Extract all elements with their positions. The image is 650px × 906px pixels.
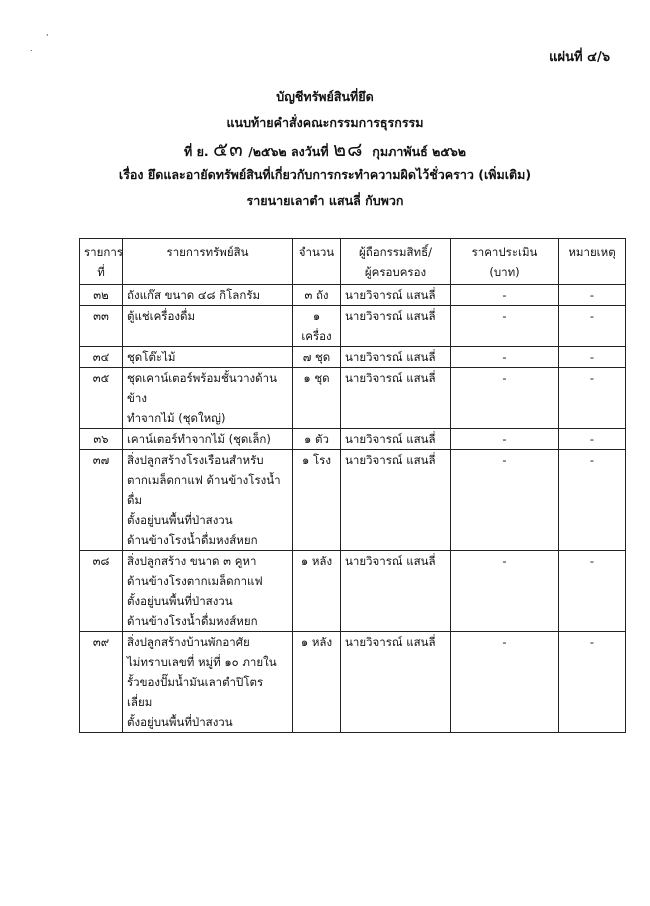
row-item-description: ตู้แช่เครื่องดื่ม	[123, 306, 293, 347]
asset-table	[79, 238, 626, 733]
row-quantity: ๑ โรง	[293, 450, 341, 551]
row-number: ๓๖	[80, 429, 123, 450]
document-subject: เรื่อง ยึดและอายัดทรัพย์สินที่เกี่ยวกับการกระทำความผิดไว้ชั่วคราว (เพิ่มเติม)	[118, 167, 532, 182]
row-number: ๓๙	[80, 632, 123, 733]
row-number: ๓๒	[80, 285, 123, 306]
header-appraised-price: ราคาประเมิน (บาท)	[451, 239, 559, 285]
scan-speck: ,	[46, 28, 49, 37]
row-appraised-price: -	[451, 450, 559, 551]
row-owner: นายวิจารณ์ แสนลี่	[341, 306, 451, 347]
row-owner: นายวิจารณ์ แสนลี่	[341, 285, 451, 306]
row-item-description: สิ่งปลูกสร้าง ขนาด ๓ คูหา ด้านข้างโรงตากเมล็ดกาแฟ ตั้งอยู่บนพื้นที่ป่าสงวน ด้านข้างโรงน้ำดื่มหงส์หยก	[123, 551, 293, 632]
document-subtitle: แนบท้ายคำสั่งคณะกรรมการธุรกรรม	[226, 115, 424, 130]
row-quantity: ๑ ตัว	[293, 429, 341, 450]
order-year: /๒๕๖๒	[248, 144, 287, 159]
row-owner: นายวิจารณ์ แสนลี่	[341, 551, 451, 632]
row-owner: นายวิจารณ์ แสนลี่	[341, 632, 451, 733]
row-appraised-price: -	[451, 306, 559, 347]
date-label: ลงวันที่	[291, 144, 329, 159]
row-item-description: สิ่งปลูกสร้างโรงเรือนสำหรับ ตากเมล็ดกาแฟ ด้านข้างโรงน้ำดื่ม ตั้งอยู่บนพื้นที่ป่าสงวน ด้านข้างโรงน้ำดื่มหงส์หยก	[123, 450, 293, 551]
header-quantity: จำนวน	[293, 239, 341, 285]
page-number: แผ่นที่ ๔/๖	[549, 50, 610, 65]
row-owner: นายวิจารณ์ แสนลี่	[341, 429, 451, 450]
row-appraised-price: -	[451, 429, 559, 450]
date-day: ๒๘	[332, 137, 364, 161]
row-owner: นายวิจารณ์ แสนลี่	[341, 347, 451, 368]
row-number: ๓๔	[80, 347, 123, 368]
row-item-description: ชุดโต๊ะไม้	[123, 347, 293, 368]
row-remarks: -	[559, 368, 626, 429]
row-quantity: ๗ ชุด	[293, 347, 341, 368]
row-number: ๓๕	[80, 368, 123, 429]
case-name: รายนายเลาตำ แสนลี่ กับพวก	[246, 193, 404, 208]
row-appraised-price: -	[451, 632, 559, 733]
row-item-description: เคาน์เตอร์ทำจากไม้ (ชุดเล็ก)	[123, 429, 293, 450]
row-quantity: ๑ หลัง	[293, 632, 341, 733]
row-item-description: ถังแก๊ส ขนาด ๔๘ กิโลกรัม	[123, 285, 293, 306]
row-owner: นายวิจารณ์ แสนลี่	[341, 368, 451, 429]
row-appraised-price: -	[451, 368, 559, 429]
row-item-description: ชุดเคาน์เตอร์พร้อมชั้นวางด้านข้าง ทำจากไม้ (ชุดใหญ่)	[123, 368, 293, 429]
row-remarks: -	[559, 306, 626, 347]
order-number: ๕๓	[213, 137, 244, 161]
row-item-description: สิ่งปลูกสร้างบ้านพักอาศัย ไม่ทราบเลขที่ หมู่ที่ ๑๐ ภายใน รั้วของปั๊มน้ำมันเลาตำปิโตรเลี่ยม ตั้งอยู่บนพื้นที่ป่าสงวน	[123, 632, 293, 733]
row-remarks: -	[559, 450, 626, 551]
table-row	[80, 429, 626, 450]
row-appraised-price: -	[451, 347, 559, 368]
order-prefix: ที่ ย.	[183, 144, 209, 159]
row-appraised-price: -	[451, 285, 559, 306]
row-remarks: -	[559, 551, 626, 632]
table-row	[80, 347, 626, 368]
table-header-row	[80, 239, 626, 285]
date-month-year: กุมภาพันธ์ ๒๕๖๒	[372, 144, 466, 159]
row-number: ๓๘	[80, 551, 123, 632]
header-remarks: หมายเหตุ	[559, 239, 626, 285]
row-remarks: -	[559, 632, 626, 733]
header-item-description: รายการทรัพย์สิน	[123, 239, 293, 285]
row-quantity: ๑ ชุด	[293, 368, 341, 429]
table-row	[80, 450, 626, 551]
table-row	[80, 368, 626, 429]
row-owner: นายวิจารณ์ แสนลี่	[341, 450, 451, 551]
table-row	[80, 285, 626, 306]
row-quantity: ๑ เครื่อง	[293, 306, 341, 347]
row-number: ๓๓	[80, 306, 123, 347]
table-row	[80, 306, 626, 347]
row-remarks: -	[559, 429, 626, 450]
row-number: ๓๗	[80, 450, 123, 551]
scan-speck: .	[30, 44, 33, 53]
row-remarks: -	[559, 285, 626, 306]
row-quantity: ๓ ถัง	[293, 285, 341, 306]
row-appraised-price: -	[451, 551, 559, 632]
row-remarks: -	[559, 347, 626, 368]
row-quantity: ๑ หลัง	[293, 551, 341, 632]
document-title: บัญชีทรัพย์สินที่ยึด	[276, 89, 374, 104]
table-row	[80, 632, 626, 733]
header-owner: ผู้ถือกรรมสิทธิ์/ ผู้ครอบครอง	[341, 239, 451, 285]
order-line	[0, 133, 650, 165]
table-row	[80, 551, 626, 632]
header-item-no: รายการ ที่	[80, 239, 123, 285]
